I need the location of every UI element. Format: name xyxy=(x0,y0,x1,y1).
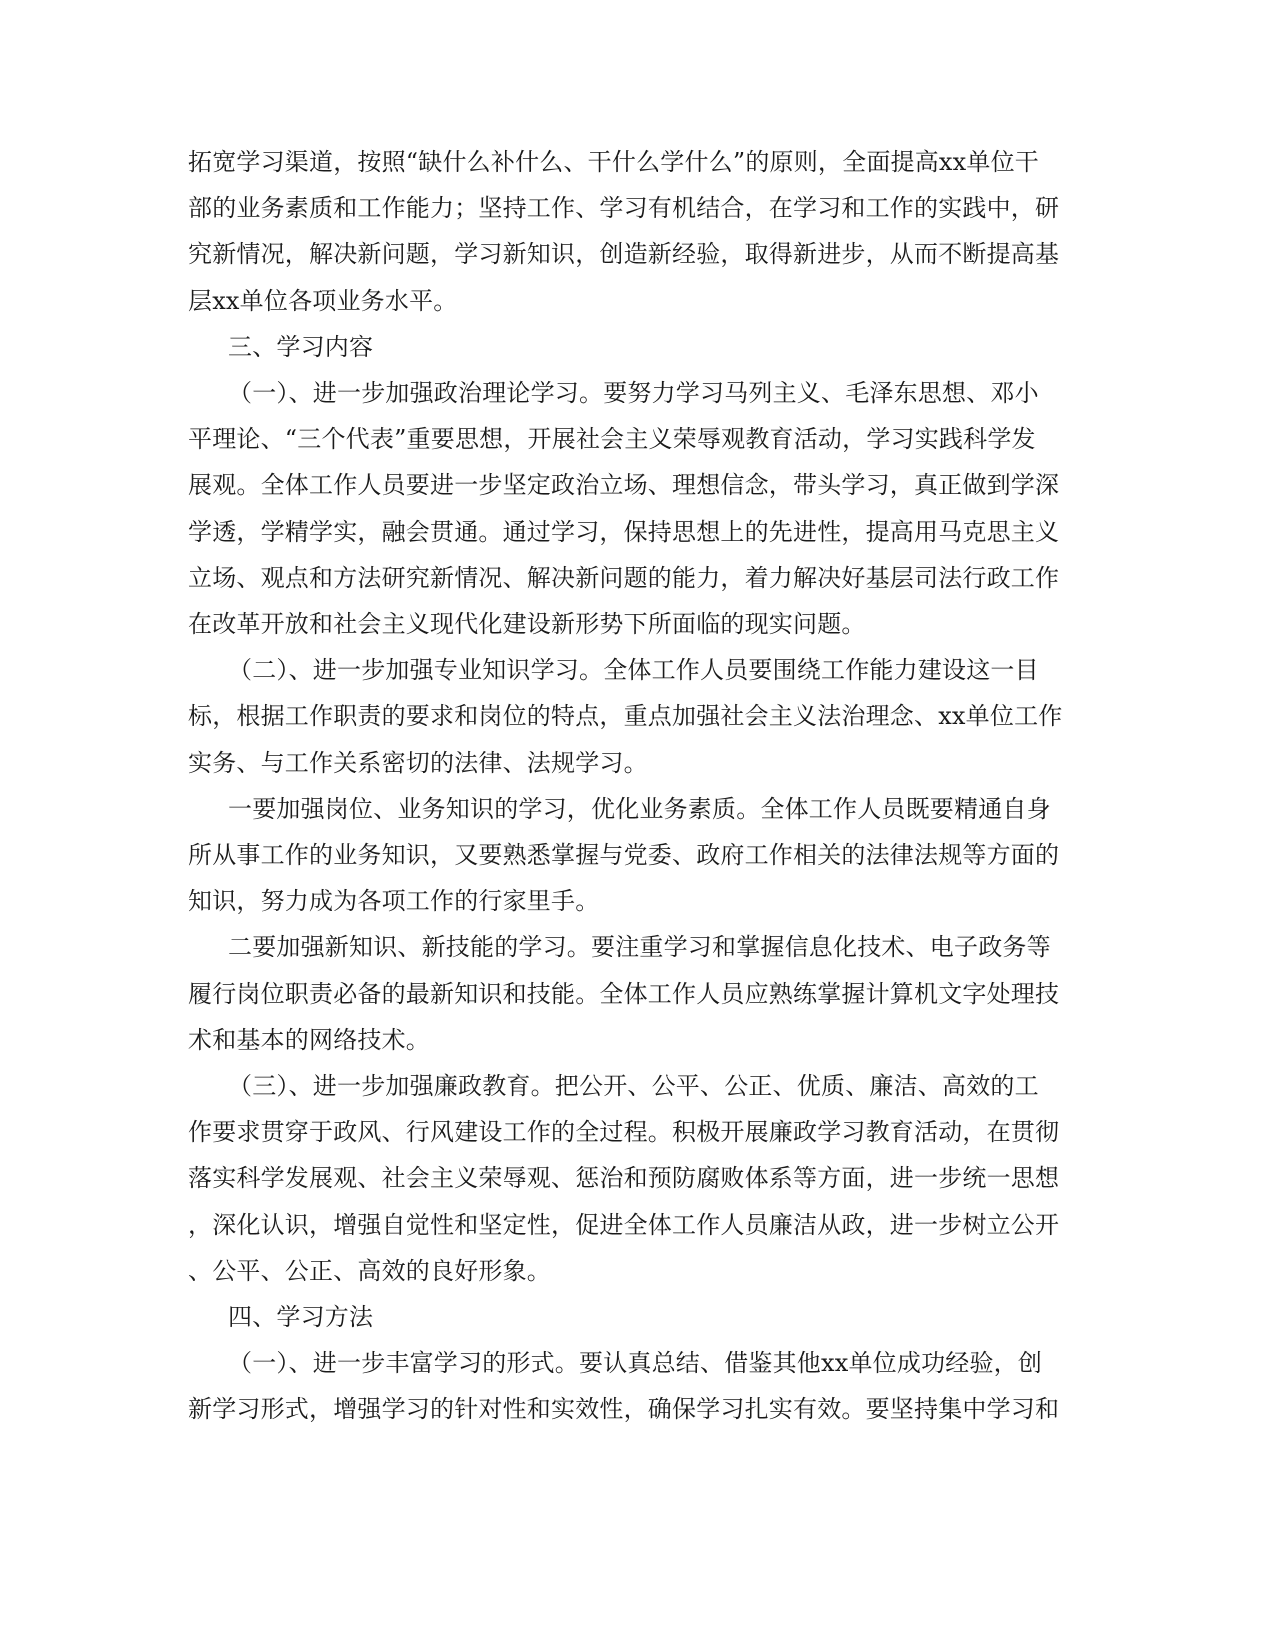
text-line: ，深化认识，增强自觉性和坚定性，促进全体工作人员廉洁从政，进一步树立公开 xyxy=(188,1211,1060,1239)
text-line: 实务、与工作关系密切的法律、法规学习。 xyxy=(188,749,648,777)
text-line: 展观。全体工作人员要进一步坚定政治立场、理想信念，带头学习，真正做到学深 xyxy=(188,471,1060,499)
text-line: 立场、观点和方法研究新情况、解决新问题的能力，着力解决好基层司法行政工作 xyxy=(188,564,1060,592)
text-line: 一要加强岗位、业务知识的学习，优化业务素质。全体工作人员既要精通自身 xyxy=(228,795,1051,823)
text-line: 究新情况，解决新问题，学习新知识，创造新经验，取得新进步，从而不断提高基 xyxy=(188,240,1060,268)
text-line: 落实科学发展观、社会主义荣辱观、惩治和预防腐败体系等方面，进一步统一思想 xyxy=(188,1164,1060,1192)
text-line: （一）、进一步丰富学习的形式。要认真总结、借鉴其他xx单位成功经验，创 xyxy=(228,1349,1043,1377)
text-line: （一）、进一步加强政治理论学习。要努力学习马列主义、毛泽东思想、邓小 xyxy=(228,379,1039,407)
text-line: 、公平、公正、高效的良好形象。 xyxy=(188,1257,551,1285)
text-line: 层xx单位各项业务水平。 xyxy=(188,287,458,315)
text-line: 标，根据工作职责的要求和岗位的特点，重点加强社会主义法治理念、xx单位工作 xyxy=(188,702,1063,730)
text-line: 学透，学精学实，融会贯通。通过学习，保持思想上的先进性，提高用马克思主义 xyxy=(188,518,1060,546)
text-line: 所从事工作的业务知识，又要熟悉掌握与党委、政府工作相关的法律法规等方面的 xyxy=(188,841,1060,869)
text-line: 拓宽学习渠道，按照“缺什么补什么、干什么学什么”的原则，全面提高xx单位干 xyxy=(188,148,1040,176)
text-line: 二要加强新知识、新技能的学习。要注重学习和掌握信息化技术、电子政务等 xyxy=(228,933,1051,961)
text-line: 履行岗位职责必备的最新知识和技能。全体工作人员应熟练掌握计算机文字处理技 xyxy=(188,980,1060,1008)
text-line: 作要求贯穿于政风、行风建设工作的全过程。积极开展廉政学习教育活动，在贯彻 xyxy=(188,1118,1060,1146)
text-line: （二）、进一步加强专业知识学习。全体工作人员要围绕工作能力建设这一目 xyxy=(228,656,1039,684)
text-line: 部的业务素质和工作能力；坚持工作、学习有机结合，在学习和工作的实践中，研 xyxy=(188,194,1060,222)
text-line: （三）、进一步加强廉政教育。把公开、公平、公正、优质、廉洁、高效的工 xyxy=(228,1072,1039,1100)
text-line: 新学习形式，增强学习的针对性和实效性，确保学习扎实有效。要坚持集中学习和 xyxy=(188,1395,1060,1423)
section-heading: 四、学习方法 xyxy=(228,1303,374,1331)
text-line: 平理论、“三个代表”重要思想，开展社会主义荣辱观教育活动，学习实践科学发 xyxy=(188,425,1036,453)
text-line: 知识，努力成为各项工作的行家里手。 xyxy=(188,887,600,915)
text-line: 在改革开放和社会主义现代化建设新形势下所面临的现实问题。 xyxy=(188,610,866,638)
section-heading: 三、学习内容 xyxy=(228,333,374,361)
text-line: 术和基本的网络技术。 xyxy=(188,1026,430,1054)
